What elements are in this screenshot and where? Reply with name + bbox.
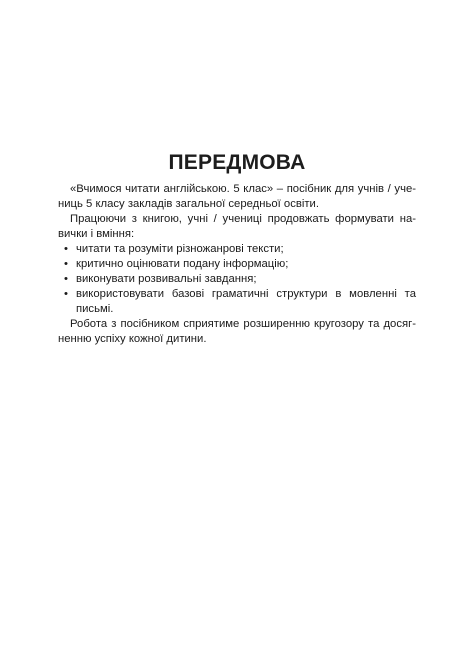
list-item-text: використовувати базові граматичні структури в мовленні та (76, 288, 416, 300)
page-title: ПЕРЕДМОВА (168, 151, 306, 174)
list-item (58, 257, 416, 272)
skills-list (58, 242, 416, 317)
closing-line-2: ненню успіху кожної дитини. (58, 333, 207, 345)
closing-line-1: Робота з посібником сприятиме розширенню кругозору та досяг- (70, 318, 416, 330)
list-item (58, 272, 416, 287)
bullet-icon: • (64, 258, 68, 270)
bullet-icon: • (64, 288, 68, 300)
bullet-icon: • (64, 243, 68, 255)
intro-line-1: «Вчимося читати англійською. 5 клас» – посібник для учнів / уче- (70, 183, 416, 195)
list-item (58, 287, 416, 317)
list-item-text: читати та розуміти різножанрові тексти; (76, 243, 284, 255)
skills-line-1: Працюючи з книгою, учні / учениці продовжать формувати на- (70, 213, 416, 225)
intro-paragraph (58, 182, 416, 212)
list-item-text-continued: письмі. (76, 303, 114, 315)
list-item-text: виконувати розвивальні завдання; (76, 273, 257, 285)
list-item (58, 242, 416, 257)
bullet-icon: • (64, 273, 68, 285)
skills-line-2: вички і вміння: (58, 228, 135, 240)
closing-paragraph (58, 317, 416, 347)
list-item-text: критично оцінювати подану інформацію; (76, 258, 289, 270)
intro-line-2: ниць 5 класу закладів загальної середньої освіти. (58, 198, 319, 210)
skills-paragraph (58, 212, 416, 242)
